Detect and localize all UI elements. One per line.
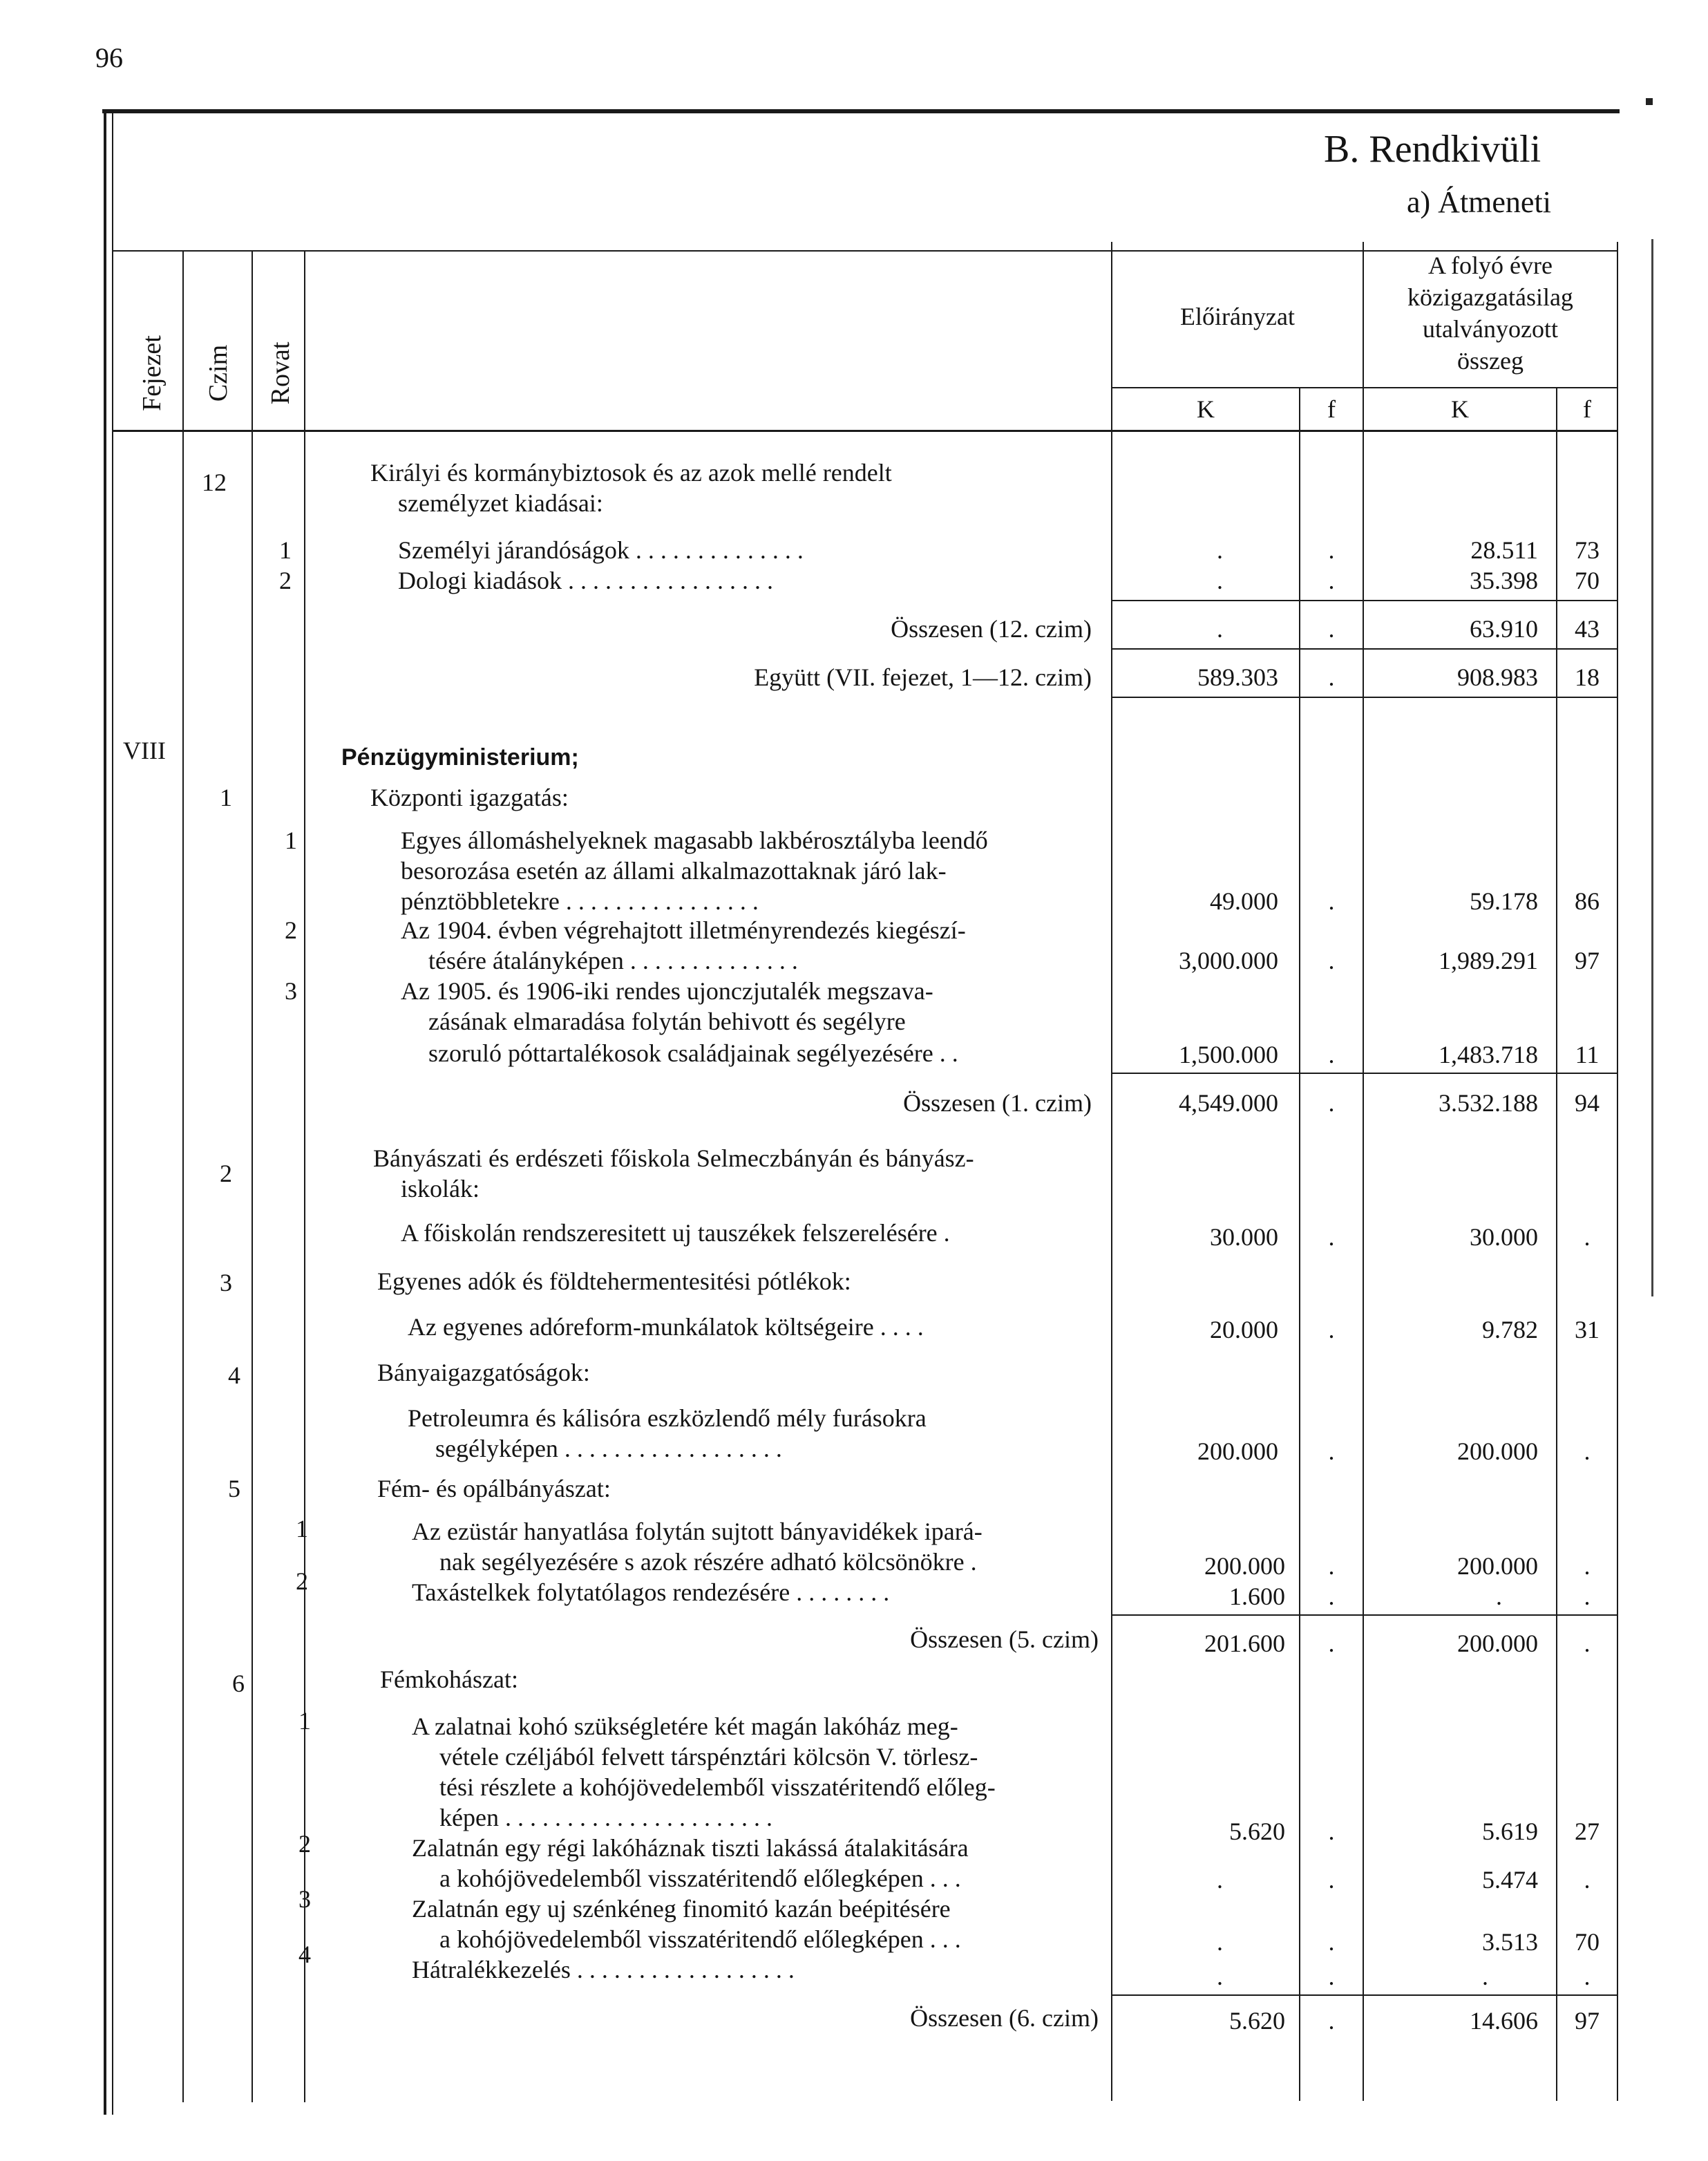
item-text: Zalatnán egy uj szénkéneg finomitó kazán beépitésére [412,1895,951,1923]
osszeg-k: 5.474 [1482,1866,1538,1894]
osszeg-k: 3.532.188 [1439,1089,1538,1117]
item-text: vétele czéljából felvett társpénztári kölcsön V. törlesz- [439,1743,978,1771]
osszeg-f: . [1584,1866,1591,1894]
eloiranyzat-k: 200.000 [1204,1552,1285,1580]
title-sub: a) Átmeneti [1407,185,1551,219]
sum-rule [1111,1614,1617,1616]
fejezet-number: VIII [123,737,166,764]
total-label: Összesen (1. czim) [903,1089,1092,1117]
page-number: 96 [95,42,123,73]
sum-rule [1111,1073,1617,1074]
osszeg-f: . [1584,1963,1591,1990]
item-text: A zalatnai kohó szükségletére két magán lakóház meg- [412,1712,958,1740]
czim-number: 4 [228,1361,240,1389]
eloiranyzat-k: . [1217,1928,1223,1956]
eloiranyzat-f: . [1328,1583,1335,1610]
eloiranyzat-k: . [1217,615,1223,643]
czim-number: 1 [220,784,232,811]
item-text: Az egyenes adóreform-munkálatok költségeire . . . . [408,1313,924,1341]
header-fejezet: Fejezet [137,335,167,411]
header-folyo-4: összeg [1457,347,1524,375]
section-heading: iskolák: [401,1175,480,1202]
item-text: tési részlete a kohójövedelemből visszatéritendő előleg- [439,1773,996,1801]
eloiranyzat-k: . [1217,536,1223,564]
rovat-number: 3 [298,1885,311,1913]
header-f1: f [1327,395,1336,423]
header-folyo-3: utalványozott [1423,315,1558,343]
eloiranyzat-f: . [1328,1223,1335,1251]
item-text: nak segélyezésére s azok részére adható kölcsönökre . [439,1548,977,1576]
sum-rule [1111,600,1617,601]
eloiranyzat-k: 5.620 [1229,2007,1285,2035]
eloiranyzat-f: . [1328,1552,1335,1580]
rovat-number: 4 [298,1941,311,1968]
item-text: Az 1905. és 1906-iki rendes ujonczjutalék megszava- [401,977,933,1005]
col-line-rovat [304,250,305,2102]
item-text: Egyes állomáshelyeknek magasabb lakbérosztályba leendő [401,827,988,854]
czim-number: 3 [220,1269,232,1296]
item-text: segélyképen . . . . . . . . . . . . . . . . . . [435,1435,782,1462]
col-line-fejezet [182,250,184,2102]
total-label: Összesen (6. czim) [910,2004,1099,2032]
osszeg-f: 73 [1575,536,1600,564]
header-k2: K [1451,395,1469,423]
osszeg-f: 97 [1575,947,1600,974]
eloiranyzat-f: . [1328,1818,1335,1845]
osszeg-k: 59.178 [1470,887,1538,915]
header-f2: f [1583,395,1591,423]
eloiranyzat-k: 5.620 [1229,1818,1285,1845]
item-text: Dologi kiadások . . . . . . . . . . . . . . . . . [398,567,773,594]
osszeg-k: 5.619 [1482,1818,1538,1845]
sum-rule [1111,697,1617,698]
header-folyo-1: A folyó évre [1428,252,1553,279]
item-text: besorozása esetén az állami alkalmazottaknak járó lak- [401,857,947,885]
czim-number: 5 [228,1475,240,1502]
eloiranyzat-f: . [1328,1089,1335,1117]
total-label: Összesen (12. czim) [891,615,1092,643]
item-text: tésére átalányképen . . . . . . . . . . . . . . [428,947,798,974]
eloiranyzat-f: . [1328,1928,1335,1956]
eloiranyzat-k: . [1217,1866,1223,1894]
osszeg-k: 9.782 [1482,1316,1538,1343]
osszeg-k: 35.398 [1470,567,1538,594]
osszeg-f: . [1584,1552,1591,1580]
eloiranyzat-k: 201.600 [1204,1630,1285,1657]
header-eloiranyzat: Előirányzat [1180,303,1295,330]
czim-number: 6 [232,1670,245,1697]
header-bottom-rule [112,430,1618,432]
osszeg-f: 86 [1575,887,1600,915]
item-text: Az 1904. évben végrehajtott illetményrendezés kiegészí- [401,916,966,944]
eloiranyzat-k: 200.000 [1197,1437,1278,1465]
eloiranyzat-f: . [1328,1630,1335,1657]
item-text: személyzet kiadásai: [398,489,603,517]
item-text: Petroleumra és kálisóra eszközlendő mély furásokra [408,1404,927,1432]
osszeg-k: 200.000 [1457,1437,1538,1465]
osszeg-k: 28.511 [1470,536,1538,564]
osszeg-f: . [1584,1630,1591,1657]
eloiranyzat-k: 30.000 [1210,1223,1278,1251]
eloiranyzat-f: . [1328,2007,1335,2035]
right-edge-rule [1651,239,1653,1296]
eloiranyzat-k: 3,000.000 [1179,947,1278,974]
left-rule-inner [112,111,113,2115]
corner-mark [1646,98,1653,105]
item-text: képen . . . . . . . . . . . . . . . . . . . . . . [439,1804,772,1831]
col-line-text [1111,242,1112,2101]
section-heading: Fémkohászat: [380,1665,518,1693]
eloiranyzat-f: . [1328,947,1335,974]
eloiranyzat-k: . [1217,567,1223,594]
osszeg-k: 908.983 [1457,663,1538,691]
left-rule-outer [104,111,106,2115]
eloiranyzat-f: . [1328,536,1335,564]
header-folyo-2: közigazgatásilag [1407,283,1573,311]
eloiranyzat-f: . [1328,887,1335,915]
eloiranyzat-f: . [1328,1437,1335,1465]
osszeg-k: 14.606 [1470,2007,1538,2035]
eloiranyzat-f: . [1328,567,1335,594]
sum-rule [1111,1994,1617,1996]
item-text: a kohójövedelemből visszatéritendő előlegképen . . . [439,1925,961,1953]
osszeg-k: . [1496,1583,1502,1610]
item-text: a kohójövedelemből visszatéritendő előlegképen . . . [439,1865,961,1892]
item-text: pénztöbbletekre . . . . . . . . . . . . . . . . [401,887,759,915]
rovat-number: 1 [285,827,297,854]
rovat-number: 2 [279,567,292,594]
rovat-number: 2 [298,1830,311,1858]
osszeg-k: 200.000 [1457,1552,1538,1580]
osszeg-f: 43 [1575,615,1600,643]
osszeg-f: 70 [1575,567,1600,594]
rovat-number: 2 [285,916,297,944]
header-k1: K [1197,395,1215,423]
osszeg-f: 27 [1575,1818,1600,1845]
osszeg-k: 1,483.718 [1439,1041,1538,1068]
eloiranyzat-k: . [1217,1963,1223,1990]
osszeg-f: 97 [1575,2007,1600,2035]
rovat-number: 1 [296,1515,308,1542]
title-main: B. Rendkivüli [1324,128,1541,171]
osszeg-f: 11 [1575,1041,1600,1068]
osszeg-k: 63.910 [1470,615,1538,643]
rovat-number: 3 [285,977,297,1005]
eloiranyzat-k: 20.000 [1210,1316,1278,1343]
item-text: Zalatnán egy régi lakóháznak tiszti lakássá átalakitására [412,1834,969,1862]
osszeg-f: . [1584,1223,1591,1251]
subheader-rule [1111,387,1618,388]
czim-number: 2 [220,1160,232,1187]
osszeg-k: 3.513 [1482,1928,1538,1956]
col-line-right [1617,242,1618,2101]
section-heading: Bányaigazgatóságok: [377,1359,590,1386]
item-text: Személyi járandóságok . . . . . . . . . . . . . . [398,536,804,564]
item-text: szoruló póttartalékosok családjainak segélyezésére . . [428,1039,958,1067]
header-czim: Czim [204,344,233,402]
item-text: Hátralékkezelés . . . . . . . . . . . . . . . . . . [412,1956,795,1983]
total-label: Összesen (5. czim) [910,1625,1099,1653]
section-heading: Központi igazgatás: [370,784,569,811]
header-rovat: Rovat [266,341,295,405]
top-rule [102,109,1620,113]
osszeg-f: 18 [1575,663,1600,691]
item-text: Taxástelkek folytatólagos rendezésére . . . . . . . . [412,1578,890,1606]
eloiranyzat-k: 4,549.000 [1179,1089,1278,1117]
item-text: zásának elmaradása folytán behivott és segélyre [428,1008,906,1035]
eloiranyzat-k: 589.303 [1197,663,1278,691]
section-heading: Bányászati és erdészeti főiskola Selmeczbányán és bányász- [373,1144,974,1172]
eloiranyzat-f: . [1328,1866,1335,1894]
osszeg-f: 31 [1575,1316,1600,1343]
osszeg-f: 70 [1575,1928,1600,1956]
osszeg-f: . [1584,1583,1591,1610]
eloiranyzat-f: . [1328,1316,1335,1343]
total-label: Együtt (VII. fejezet, 1—12. czim) [754,663,1092,691]
ministry-heading: Pénzügyministerium; [341,744,579,771]
item-text: Királyi és kormánybiztosok és az azok mellé rendelt [370,459,892,487]
eloiranyzat-f: . [1328,615,1335,643]
osszeg-k: 1,989.291 [1439,947,1538,974]
eloiranyzat-f: . [1328,663,1335,691]
section-heading: Egyenes adók és földtehermentesitési pótlékok: [377,1267,851,1295]
eloiranyzat-f: . [1328,1963,1335,1990]
osszeg-k: 200.000 [1457,1630,1538,1657]
osszeg-k: . [1482,1963,1488,1990]
czim-number: 12 [202,469,227,496]
osszeg-f: 94 [1575,1089,1600,1117]
item-text: A főiskolán rendszeresitett uj tauszékek felszerelésére . [401,1219,950,1247]
col-line-czim [252,250,253,2102]
eloiranyzat-k: 1,500.000 [1179,1041,1278,1068]
osszeg-k: 30.000 [1470,1223,1538,1251]
eloiranyzat-k: 1.600 [1229,1583,1285,1610]
eloiranyzat-k: 49.000 [1210,887,1278,915]
osszeg-f: . [1584,1437,1591,1465]
rovat-number: 2 [296,1567,308,1595]
rovat-number: 1 [279,536,292,564]
rovat-number: 1 [298,1707,311,1735]
section-heading: Fém- és opálbányászat: [377,1475,611,1502]
eloiranyzat-f: . [1328,1041,1335,1068]
item-text: Az ezüstár hanyatlása folytán sujtott bányavidékek ipará- [412,1518,983,1545]
sum-rule [1111,648,1617,650]
